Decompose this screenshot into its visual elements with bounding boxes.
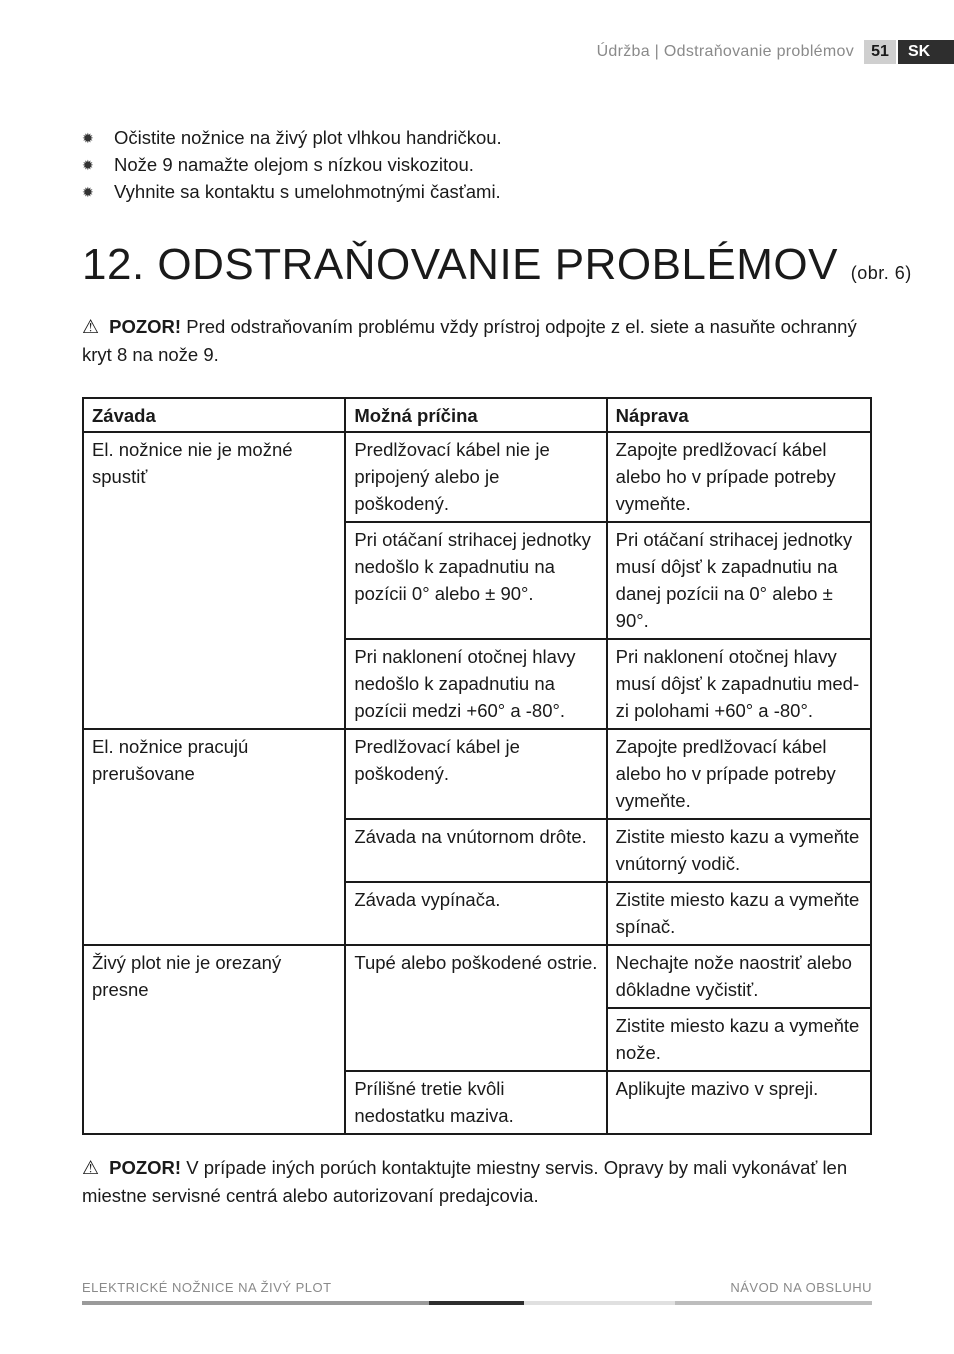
- cause-cell: Predlžovací kábel nie je pripojený alebo je poškodený.: [345, 432, 606, 522]
- cause-cell: Tupé alebo poškodené ostrie.: [345, 945, 606, 1071]
- list-item-text: Nože 9 namažte olejom s nízkou viskozitou.: [114, 153, 474, 175]
- figure-reference: (obr. 6): [850, 263, 912, 283]
- warning-label: POZOR!: [109, 1157, 182, 1178]
- table-header-row: [83, 398, 871, 432]
- language-badge: SK: [898, 40, 954, 64]
- troubleshooting-table: [82, 397, 872, 1135]
- footer-bar-segment: [524, 1301, 675, 1305]
- warning-text: Pred odstraňovaním problému vždy prístroj odpojte z el. siete a nasuňte ochranný kryt 8 na nože 9.: [82, 316, 857, 365]
- list-item: [82, 178, 882, 205]
- cause-cell: Pri naklonení otočnej hlavy nedošlo k zapadnutiu na pozícii medzi +60° a -80°.: [345, 639, 606, 729]
- fault-cell: El. nožnice pracujú prerušovane: [83, 729, 345, 945]
- warning-triangle-icon: ⚠: [82, 317, 100, 338]
- bullet-gear-icon: ✹: [82, 183, 94, 200]
- page-number: 51: [864, 40, 896, 64]
- remedy-cell: Zistite miesto kazu a vymeňte nože.: [607, 1008, 871, 1071]
- remedy-cell: Pri otáčaní strihacej jednotky musí dôjsť k zapadnutiu na danej pozícii na 0° alebo ± 90°.: [607, 522, 871, 639]
- remedy-cell: Zistite miesto kazu a vymeňte spínač.: [607, 882, 871, 945]
- bullet-gear-icon: ✹: [82, 129, 94, 146]
- list-item-text: Očistite nožnice na živý plot vlhkou handričkou.: [114, 126, 502, 148]
- cause-cell: Predlžovací kábel je poškodený.: [345, 729, 606, 819]
- warning-text: V prípade iných porúch kontaktujte miestny servis. Opravy by mali vykonávať len miestne servisné centrá alebo autorizovaní predajcovia.: [82, 1157, 848, 1206]
- fault-cell: Živý plot nie je orezaný presne: [83, 945, 345, 1134]
- remedy-cell: Zapojte predlžovací kábel alebo ho v prípade potreby vymeňte.: [607, 729, 871, 819]
- fault-cell: El. nožnice nie je možné spustiť: [83, 432, 345, 729]
- list-item: [82, 124, 882, 151]
- table-row: [83, 432, 871, 522]
- footer-bar-segment: [675, 1301, 872, 1305]
- table-row: [83, 945, 871, 1008]
- page-header: [597, 40, 954, 64]
- table-row: [83, 729, 871, 819]
- cause-cell: Prílišné tretie kvôli nedostatku maziva.: [345, 1071, 606, 1134]
- bullet-gear-icon: ✹: [82, 156, 94, 173]
- cause-cell: Pri otáčaní strihacej jednotky nedošlo k zapadnutiu na pozícii 0° alebo ± 90°.: [345, 522, 606, 639]
- section-heading: [82, 240, 912, 290]
- footer-manual-label: NÁVOD NA OBSLUHU: [730, 1280, 872, 1295]
- warning-triangle-icon: ⚠: [82, 1158, 100, 1179]
- cause-cell: Závada na vnútornom drôte.: [345, 819, 606, 882]
- column-header-cause: Možná príčina: [345, 398, 606, 432]
- header-title: Údržba | Odstraňovanie problémov: [596, 43, 854, 60]
- list-item-text: Vyhnite sa kontaktu s umelohmotnými časťami.: [114, 180, 501, 202]
- warning-notice: [82, 313, 882, 368]
- warning-notice: [82, 1154, 882, 1209]
- footer-bar-segment: [429, 1301, 524, 1305]
- remedy-cell: Pri naklonení otočnej hlavy musí dôjsť k zapadnutiu med-zi polohami +60° a -80°.: [607, 639, 871, 729]
- footer-bar-segment: [82, 1301, 429, 1305]
- list-item: [82, 151, 882, 178]
- footer-product-name: ELEKTRICKÉ NOŽNICE NA ŽIVÝ PLOT: [82, 1280, 332, 1295]
- cause-cell: Závada vypínača.: [345, 882, 606, 945]
- column-header-remedy: Náprava: [607, 398, 871, 432]
- remedy-cell: Zapojte predlžovací kábel alebo ho v prípade potreby vymeňte.: [607, 432, 871, 522]
- remedy-cell: Zistite miesto kazu a vymeňte vnútorný vodič.: [607, 819, 871, 882]
- remedy-cell: Aplikujte mazivo v spreji.: [607, 1071, 871, 1134]
- remedy-cell: Nechajte nože naostriť alebo dôkladne vyčistiť.: [607, 945, 871, 1008]
- maintenance-list: [82, 124, 882, 205]
- section-heading-text: 12. ODSTRAŇOVANIE PROBLÉMOV: [82, 240, 838, 289]
- column-header-fault: Závada: [83, 398, 345, 432]
- warning-label: POZOR!: [109, 316, 182, 337]
